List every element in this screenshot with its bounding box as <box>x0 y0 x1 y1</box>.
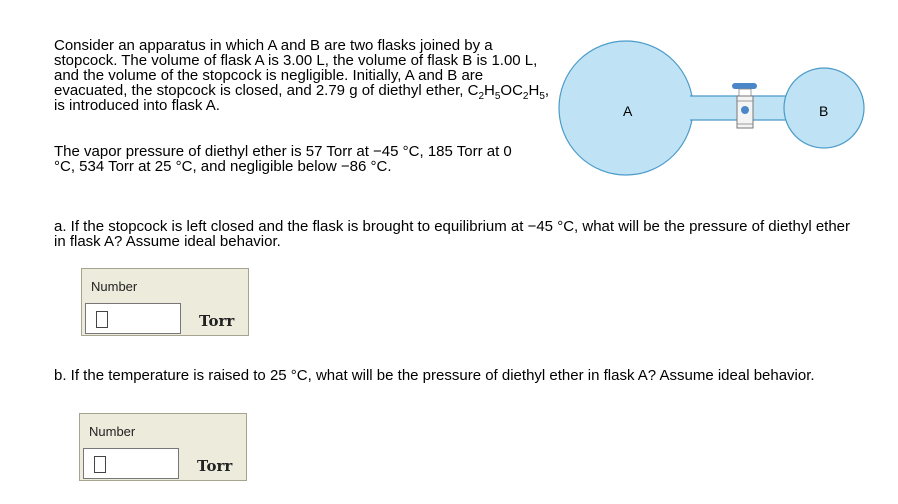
formula-part: H <box>484 82 495 99</box>
formula-subscript: 2 <box>478 91 484 102</box>
flask-a-label: A <box>623 103 633 119</box>
question-b-text: b. If the temperature is raised to 25 °C, what will be the pressure of diethyl ether in flask A? Assume ideal behavior. <box>54 367 815 384</box>
answer-box-b <box>79 413 247 481</box>
number-input-a[interactable] <box>85 303 181 334</box>
intro-text: Consider an apparatus in which A and B are two flasks joined by a stopcock. The volume of flask A is 3.00 L, the volume of flask B is 1.00 L, and the volume of the stopcock is negligible. Initially, A and B are evacuated, the stopcock is closed, and 2.79 g of diethyl ether, C <box>54 37 538 99</box>
formula-part: H <box>528 82 540 99</box>
number-input-b[interactable] <box>83 448 179 479</box>
flask-b-label: B <box>819 103 829 119</box>
vapor-pressure-info: The vapor pressure of diethyl ether is 57 Torr at −45 °C, 185 Torr at 0 °C, 534 Torr at 25 °C, and negligible below −86 °C. <box>54 143 512 175</box>
formula-part: OC <box>500 82 523 99</box>
formula-subscript: 5 <box>494 91 501 102</box>
unit-label: Torr <box>199 312 235 330</box>
unit-label: Torr <box>197 457 233 475</box>
input-cursor-icon <box>94 456 106 473</box>
problem-intro <box>54 38 554 113</box>
formula-subscript: 5 <box>539 91 545 102</box>
answer-box-a <box>81 268 249 336</box>
flask-apparatus-diagram <box>556 38 872 196</box>
formula-subscript: 2 <box>522 91 529 102</box>
intro-text-end: , is introduced into flask A. <box>54 82 550 114</box>
question-a-text: a. If the stopcock is left closed and the flask is brought to equilibrium at −45 °C, what will be the pressure of diethyl ether in flask A? Assume ideal behavior. <box>54 218 851 250</box>
input-cursor-icon <box>96 311 108 328</box>
number-label: Number <box>89 424 136 439</box>
number-label: Number <box>91 279 138 294</box>
